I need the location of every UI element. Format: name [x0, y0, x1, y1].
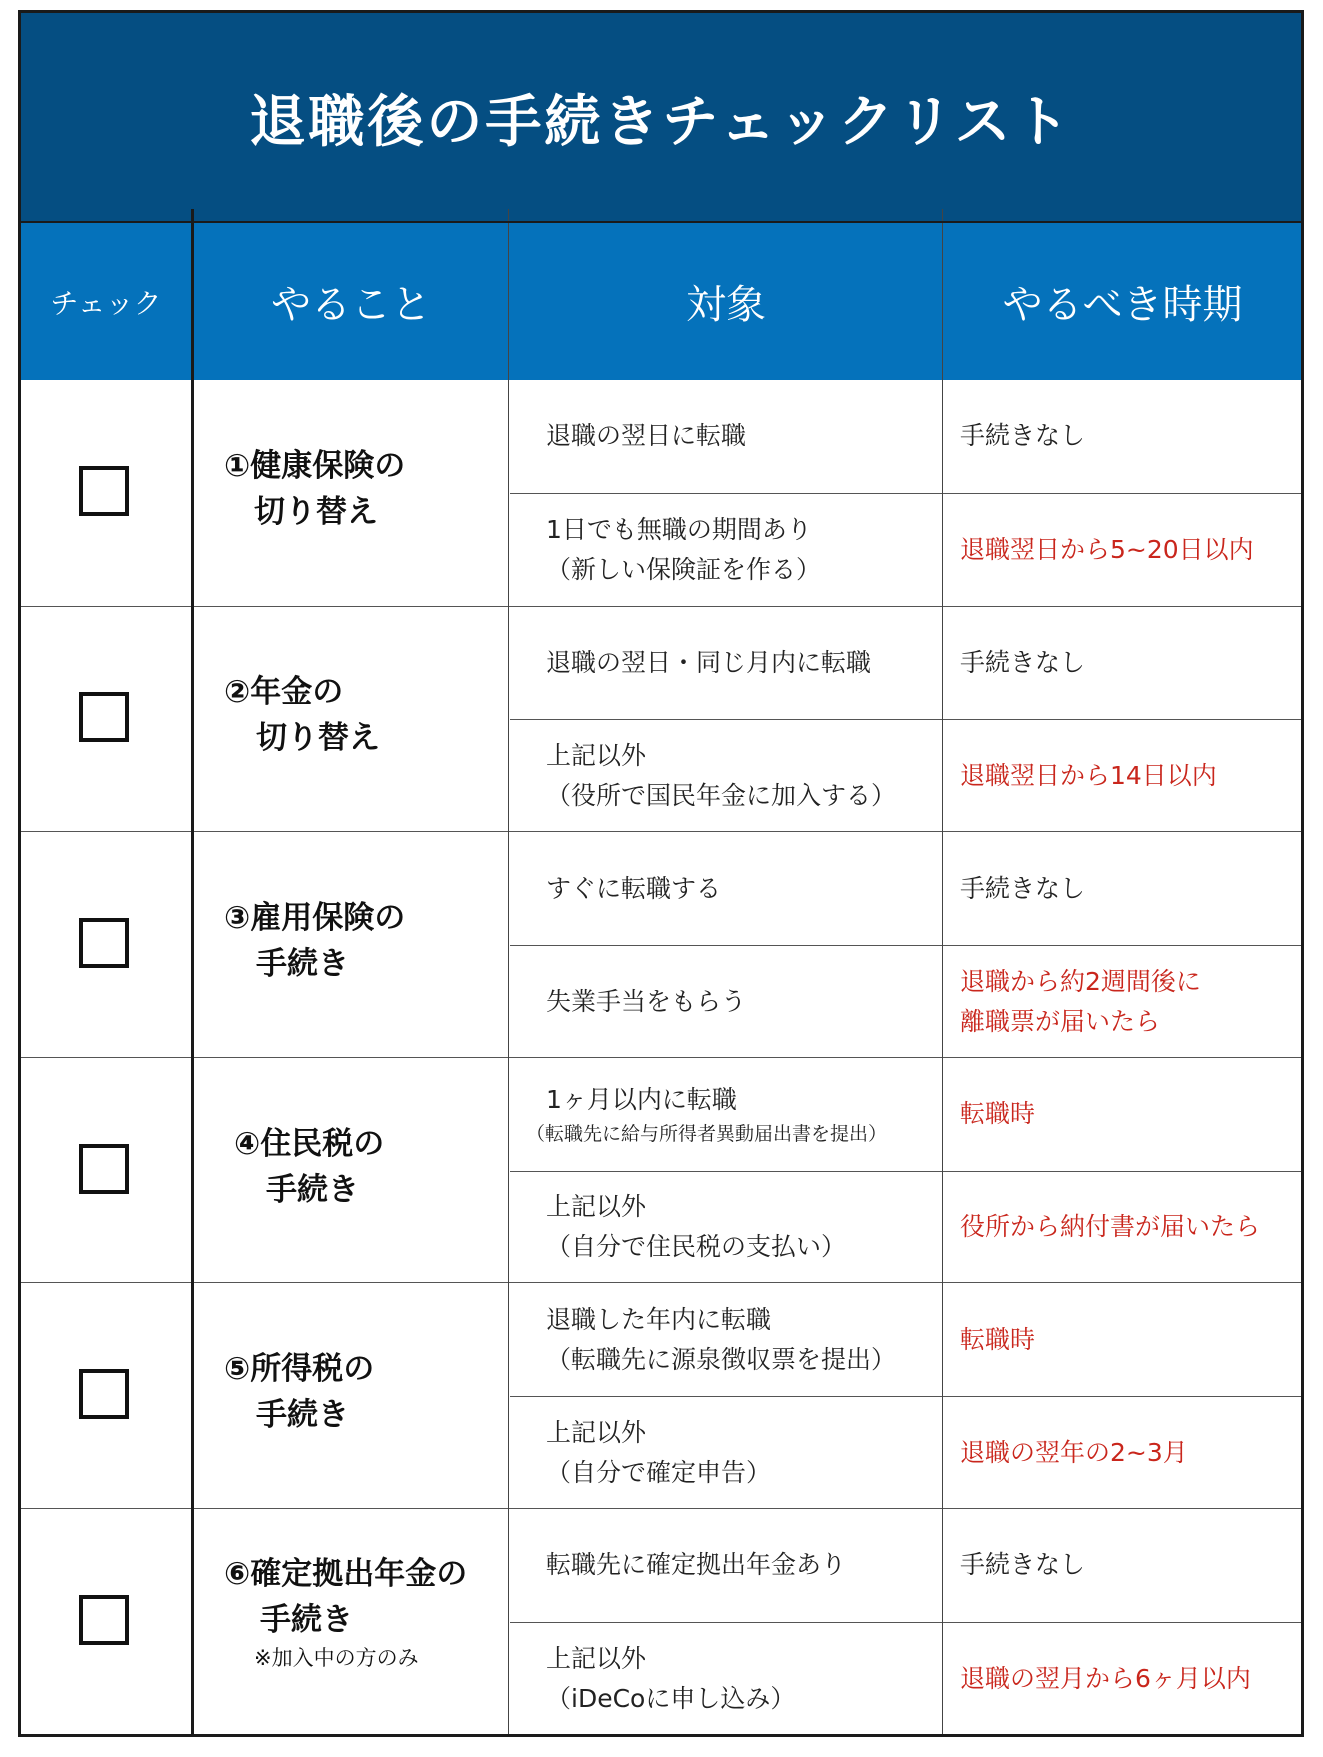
header-check: チェック: [50, 286, 162, 320]
target-text: 退職した年内に転職: [546, 1304, 772, 1334]
target-text: 失業手当をもらう: [546, 986, 747, 1016]
checkbox[interactable]: [79, 1369, 129, 1419]
checkbox[interactable]: [79, 918, 129, 968]
condition-row: [510, 719, 1301, 832]
target-text: （自分で住民税の支払い）: [546, 1232, 847, 1262]
timing-text: 退職翌日から14日以内: [960, 761, 1217, 791]
checklist-item: [21, 1508, 1301, 1734]
task-label-line: ⑤所得税の: [224, 1351, 375, 1388]
task-label: [194, 669, 508, 761]
condition-row: [510, 1396, 1301, 1509]
timing-cell: [944, 832, 1301, 945]
target-cell: [510, 1058, 942, 1171]
task-label-line: ⑥確定拠出年金の: [224, 1555, 468, 1592]
column-divider: [508, 209, 509, 1734]
target-text: すぐに転職する: [546, 873, 722, 903]
condition-row: [510, 1171, 1301, 1284]
timing-text: 転職時: [960, 1324, 1036, 1354]
checklist-item: [21, 1057, 1301, 1283]
target-cell: [510, 832, 942, 945]
condition-row: [510, 945, 1301, 1058]
task-label-line: ①健康保険の: [224, 447, 406, 484]
header-divider: [21, 221, 1301, 223]
header-when: やるべき時期: [1002, 282, 1243, 328]
header-todo: やること: [271, 282, 431, 328]
timing-text: 役所から納付書が届いたら: [960, 1212, 1261, 1242]
condition-row: [510, 1509, 1301, 1622]
target-text: 1日でも無職の期間あり: [546, 514, 812, 544]
checklist-item: [21, 606, 1301, 832]
timing-cell: [944, 1058, 1301, 1171]
task-label-line: ④住民税の: [234, 1125, 385, 1162]
timing-cell: [944, 494, 1301, 606]
target-cell: [510, 1172, 942, 1284]
column-divider: [191, 209, 194, 1734]
column-divider: [942, 209, 943, 1734]
timing-text: 手続きなし: [960, 421, 1086, 451]
target-cell: [510, 720, 942, 832]
target-text: 1ヶ月以内に転職: [546, 1085, 737, 1115]
checkbox[interactable]: [79, 466, 129, 516]
target-cell: [510, 1283, 942, 1396]
timing-cell: [944, 1509, 1301, 1622]
page-title: 退職後の手続きチェックリスト: [249, 90, 1073, 155]
condition-row: [510, 832, 1301, 945]
checklist-item: [21, 1282, 1301, 1508]
timing-cell: [944, 607, 1301, 720]
timing-text: 退職翌日から5~20日以内: [960, 534, 1254, 564]
target-cell: [510, 494, 942, 606]
timing-text: 退職から約2週間後に: [960, 966, 1201, 996]
condition-row: [510, 1058, 1301, 1171]
condition-row: [510, 607, 1301, 720]
task-label: [194, 1346, 508, 1438]
target-text: （自分で確定申告）: [546, 1458, 772, 1488]
task-label-line: ③雇用保険の: [224, 899, 406, 936]
task-label-line: 切り替え: [256, 720, 380, 757]
timing-text: 退職の翌月から6ヶ月以内: [960, 1663, 1251, 1693]
timing-cell: [944, 1283, 1301, 1396]
timing-cell: [944, 946, 1301, 1058]
task-label: [194, 443, 508, 535]
target-text: 退職の翌日・同じ月内に転職: [546, 647, 872, 677]
target-text: （転職先に給与所得者異動届出書を提出）: [526, 1123, 888, 1146]
task-label: [194, 1121, 508, 1213]
checklist-item: [21, 380, 1301, 606]
header-target: 対象: [686, 282, 766, 328]
target-text: 上記以外: [546, 1192, 647, 1222]
timing-text: 転職時: [960, 1099, 1036, 1129]
task-label-line: 手続き: [256, 945, 349, 982]
timing-text: 離職票が届いたら: [960, 1006, 1161, 1036]
checklist-item: [21, 831, 1301, 1057]
task-label-line: ②年金の: [224, 674, 344, 711]
timing-cell: [944, 1623, 1301, 1735]
task-label: [194, 895, 508, 987]
timing-cell: [944, 1172, 1301, 1284]
target-text: 退職の翌日に転職: [546, 421, 747, 451]
target-text: 転職先に確定拠出年金あり: [546, 1550, 847, 1580]
timing-cell: [944, 1397, 1301, 1509]
target-text: （新しい保険証を作る）: [546, 554, 822, 584]
task-label-line: 手続き: [256, 1397, 349, 1434]
timing-text: 手続きなし: [960, 873, 1086, 903]
condition-row: [510, 1283, 1301, 1396]
target-text: 上記以外: [546, 1643, 647, 1673]
checklist-sheet: [18, 10, 1304, 1737]
timing-text: 退職の翌年の2~3月: [960, 1438, 1188, 1468]
target-text: （役所で国民年金に加入する）: [546, 781, 897, 811]
table-body: [21, 380, 1301, 1734]
task-note: ※加入中の方のみ: [254, 1645, 419, 1670]
table-header: [21, 223, 1301, 380]
task-label-line: 手続き: [260, 1601, 353, 1638]
target-text: 上記以外: [546, 1418, 647, 1448]
checkbox[interactable]: [79, 692, 129, 742]
target-text: （iDeCoに申し込み）: [546, 1683, 796, 1713]
timing-text: 手続きなし: [960, 647, 1086, 677]
timing-cell: [944, 380, 1301, 493]
condition-row: [510, 380, 1301, 493]
target-text: （転職先に源泉徴収票を提出）: [546, 1344, 897, 1374]
target-cell: [510, 946, 942, 1058]
condition-row: [510, 1622, 1301, 1735]
task-label-line: 手続き: [266, 1171, 359, 1208]
target-cell: [510, 1397, 942, 1509]
task-label-line: 切り替え: [254, 493, 378, 530]
target-cell: [510, 380, 942, 493]
timing-cell: [944, 720, 1301, 832]
target-cell: [510, 1623, 942, 1735]
target-cell: [510, 607, 942, 720]
task-label: [194, 1551, 508, 1673]
checkbox[interactable]: [79, 1144, 129, 1194]
title-bar: [21, 13, 1301, 223]
timing-text: 手続きなし: [960, 1550, 1086, 1580]
target-text: 上記以外: [546, 741, 647, 771]
target-cell: [510, 1509, 942, 1622]
condition-row: [510, 493, 1301, 606]
checkbox[interactable]: [79, 1595, 129, 1645]
